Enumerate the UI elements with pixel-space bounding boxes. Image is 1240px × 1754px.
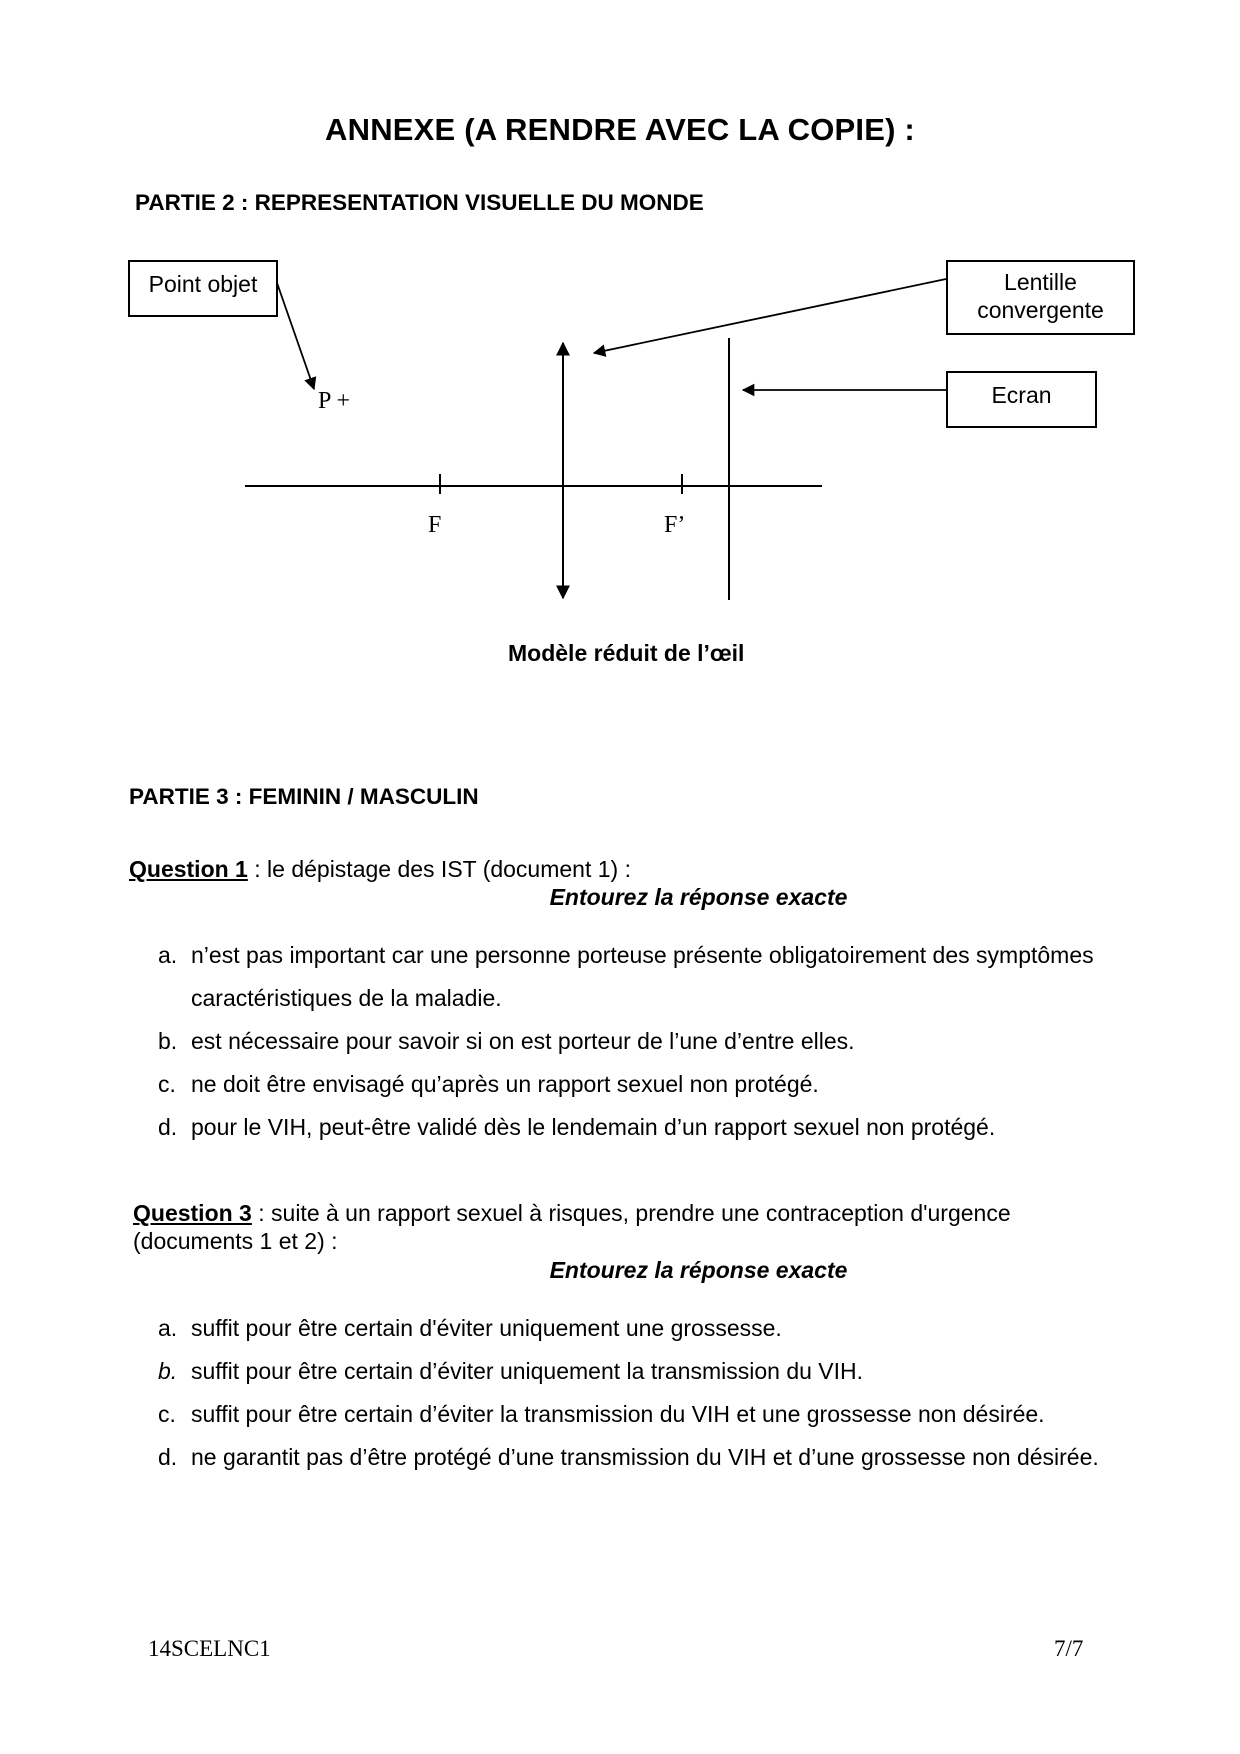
q3-option-a[interactable] bbox=[130, 1307, 1100, 1350]
q3-option-c-letter: c. bbox=[158, 1401, 176, 1427]
q1-option-a-text: n’est pas important car une personne porteuse présente obligatoirement des symptômes caractéristiques de la maladie. bbox=[191, 942, 1094, 1011]
q3-option-a-text: suffit pour être certain d'éviter uniquement une grossesse. bbox=[191, 1315, 782, 1341]
q1-option-d-text: pour le VIH, peut-être validé dès le lendemain d’un rapport sexuel non protégé. bbox=[191, 1114, 996, 1140]
eye-model-diagram bbox=[0, 0, 1240, 700]
question-1-instruction: Entourez la réponse exacte bbox=[549, 884, 848, 910]
q1-option-b-text: est nécessaire pour savoir si on est porteur de l’une d’entre elles. bbox=[191, 1028, 855, 1054]
question-1-text: : le dépistage des IST (document 1) : bbox=[247, 856, 631, 882]
footer-page-number: 7/7 bbox=[1054, 1636, 1084, 1661]
lentille-arrow bbox=[594, 279, 946, 353]
q1-option-a-letter: a. bbox=[158, 942, 178, 968]
question-1-options bbox=[130, 934, 1100, 1149]
q1-option-b-letter: b. bbox=[158, 1028, 178, 1054]
question-1-header bbox=[129, 855, 1089, 883]
q1-option-c-text: ne doit être envisagé qu’après un rapport sexuel non protégé. bbox=[191, 1071, 819, 1097]
point-objet-arrow bbox=[276, 280, 314, 389]
q3-option-b-text: suffit pour être certain d’éviter uniquement la transmission du VIH. bbox=[191, 1358, 864, 1384]
label-f-prime: F’ bbox=[664, 512, 686, 538]
diagram-svg bbox=[0, 0, 1240, 700]
q3-option-c[interactable] bbox=[130, 1393, 1100, 1436]
q3-option-b[interactable] bbox=[130, 1350, 1100, 1393]
question-3-instruction: Entourez la réponse exacte bbox=[549, 1257, 848, 1283]
q3-option-d[interactable] bbox=[130, 1436, 1100, 1479]
partie2-heading: PARTIE 2 : REPRESENTATION VISUELLE DU MONDE bbox=[135, 190, 704, 215]
point-objet-box: Point objet bbox=[128, 260, 278, 317]
question-3-label: Question 3 bbox=[133, 1200, 252, 1226]
question-3-text: : suite à un rapport sexuel à risques, prendre une contraception d'urgence (documents 1 et 2) : bbox=[133, 1200, 1011, 1254]
question-3-options bbox=[130, 1307, 1100, 1479]
q3-option-b-letter: b. bbox=[158, 1358, 178, 1384]
footer-code: 14SCELNC1 bbox=[148, 1636, 271, 1661]
q3-option-d-text: ne garantit pas d’être protégé d’une transmission du VIH et d’une grossesse non désirée. bbox=[191, 1444, 1099, 1470]
question-1-label: Question 1 bbox=[129, 856, 248, 882]
page-title: ANNEXE (A RENDRE AVEC LA COPIE) : bbox=[325, 112, 915, 147]
q1-option-c-letter: c. bbox=[158, 1071, 176, 1097]
lentille-box: Lentille convergente bbox=[946, 260, 1135, 335]
q1-option-d-letter: d. bbox=[158, 1114, 178, 1140]
q3-option-a-letter: a. bbox=[158, 1315, 178, 1341]
q1-option-a[interactable] bbox=[130, 934, 1100, 1020]
q3-option-c-text: suffit pour être certain d’éviter la transmission du VIH et une grossesse non désirée. bbox=[191, 1401, 1045, 1427]
ecran-box: Ecran bbox=[946, 371, 1097, 428]
label-p: P + bbox=[318, 388, 350, 414]
q1-option-c[interactable] bbox=[130, 1063, 1100, 1106]
partie3-heading: PARTIE 3 : FEMININ / MASCULIN bbox=[129, 784, 479, 809]
label-f: F bbox=[428, 512, 442, 538]
q1-option-b[interactable] bbox=[130, 1020, 1100, 1063]
diagram-caption: Modèle réduit de l’œil bbox=[508, 640, 745, 666]
q3-option-d-letter: d. bbox=[158, 1444, 178, 1470]
question-3-header bbox=[133, 1199, 1108, 1255]
q1-option-d[interactable] bbox=[130, 1106, 1100, 1149]
